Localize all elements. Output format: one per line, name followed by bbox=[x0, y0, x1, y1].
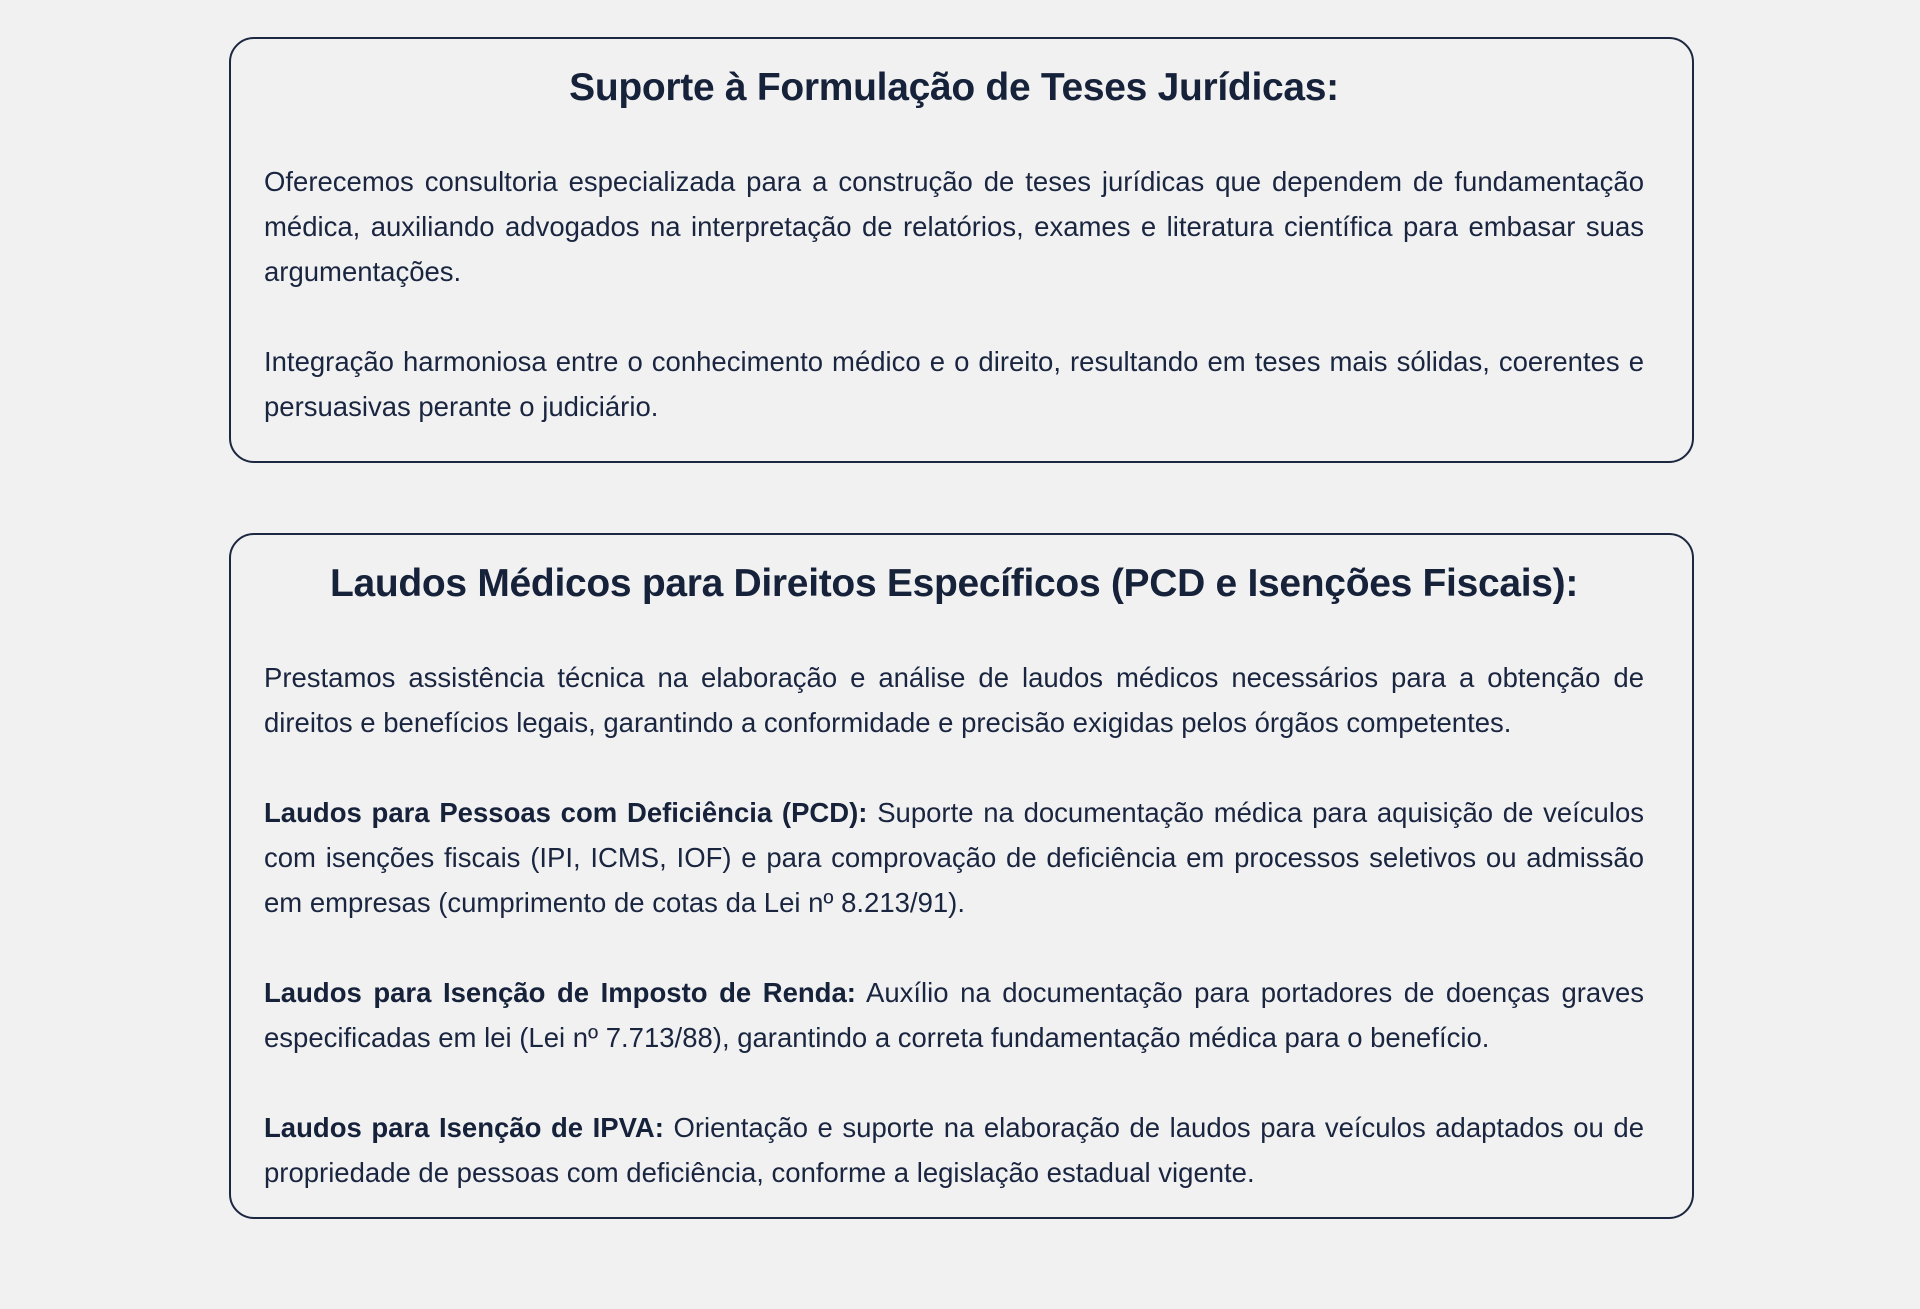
paragraph-lead: Laudos para Pessoas com Deficiência (PCD): bbox=[264, 797, 868, 828]
paragraph-pcd bbox=[264, 790, 1644, 925]
paragraph-text: Auxílio na documentação para portadores de doenças graves especificadas em lei (Lei nº 7.713/88), garantindo a correta fundamentação médica para o benefício. bbox=[264, 977, 1644, 1053]
section-card-teses bbox=[229, 37, 1694, 463]
paragraph-text: Prestamos assistência técnica na elaboração e análise de laudos médicos necessários para a obtenção de direitos e benefícios legais, garantindo a conformidade e precisão exigidas pelos órgãos competentes. bbox=[264, 662, 1644, 738]
paragraph-ipva bbox=[264, 1105, 1644, 1195]
paragraph bbox=[264, 339, 1644, 429]
paragraph-lead: Laudos para Isenção de Imposto de Renda: bbox=[264, 977, 856, 1008]
section-body bbox=[264, 159, 1644, 429]
paragraph-text: Oferecemos consultoria especializada para a construção de teses jurídicas que dependem de fundamentação médica, auxiliando advogados na interpretação de relatórios, exames e literatura científica para embasar suas argumentações. bbox=[264, 166, 1644, 287]
section-body bbox=[264, 655, 1644, 1195]
paragraph bbox=[264, 159, 1644, 294]
paragraph-text: Suporte na documentação médica para aquisição de veículos com isenções fiscais (IPI, ICMS, IOF) e para comprovação de deficiência em processos seletivos ou admissão em empresas (cumprimento de cotas da Lei nº 8.213/91). bbox=[264, 797, 1644, 918]
paragraph-lead: Laudos para Isenção de IPVA: bbox=[264, 1112, 664, 1143]
paragraph-text: Orientação e suporte na elaboração de laudos para veículos adaptados ou de propriedade de pessoas com deficiência, conforme a legislação estadual vigente. bbox=[264, 1112, 1644, 1188]
section-title: Suporte à Formulação de Teses Jurídicas: bbox=[569, 66, 1339, 109]
section-card-laudos bbox=[229, 533, 1694, 1219]
paragraph bbox=[264, 655, 1644, 745]
paragraph-imposto-renda bbox=[264, 970, 1644, 1060]
section-title: Laudos Médicos para Direitos Específicos (PCD e Isenções Fiscais): bbox=[329, 562, 1579, 605]
paragraph-text: Integração harmoniosa entre o conhecimento médico e o direito, resultando em teses mais sólidas, coerentes e persuasivas perante o judiciário. bbox=[264, 346, 1644, 422]
